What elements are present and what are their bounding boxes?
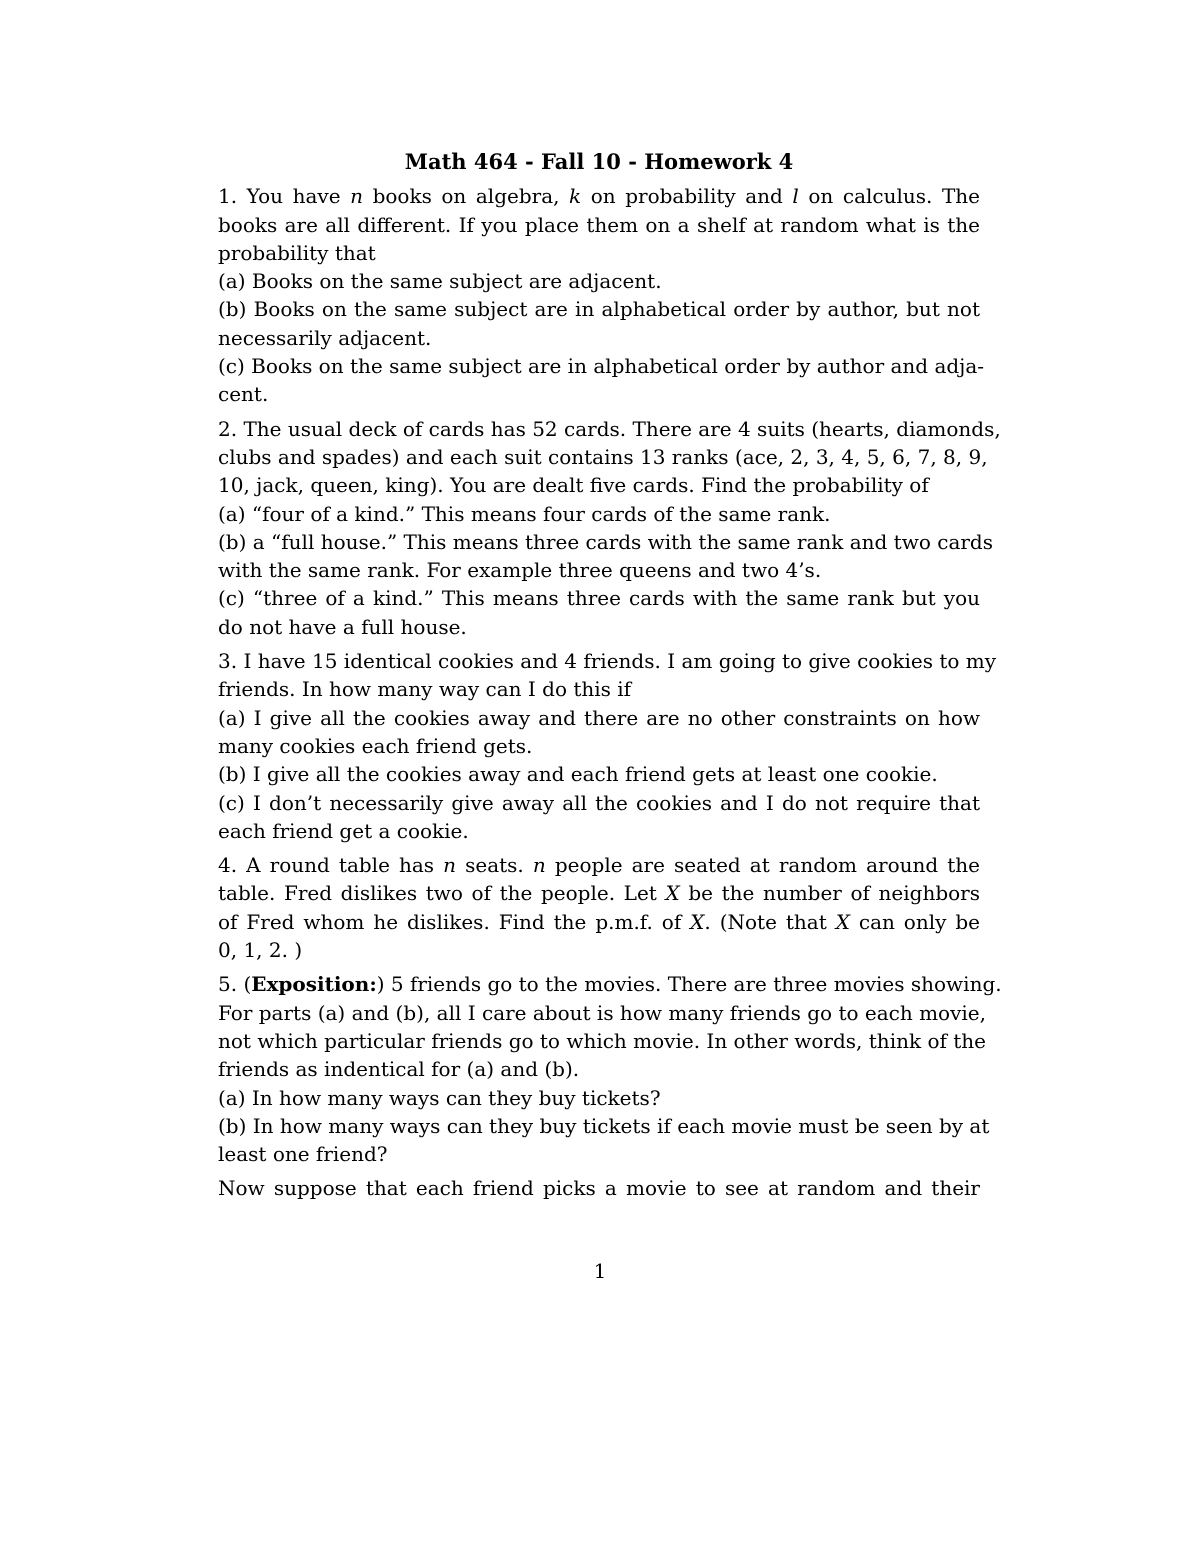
problem-5-line-1: 5. (Exposition:) 5 friends go to the movies. There are three movies showing. bbox=[218, 972, 1002, 997]
problem-2-part-c-line-1: (c) “three of a kind.” This means three cards with the same rank but you bbox=[218, 586, 980, 611]
problem-1-part-c-line-2: cent. bbox=[218, 382, 269, 407]
problem-4 bbox=[218, 851, 980, 964]
problem-4-line-4: 0, 1, 2. ) bbox=[218, 938, 303, 963]
problem-3-part-a-line-1: (a) I give all the cookies away and there are no other constraints on how bbox=[218, 705, 980, 730]
problem-4-line-3: of Fred whom he dislikes. Find the p.m.f. of X. (Note that X can only be bbox=[218, 909, 980, 934]
problem-1-line-3: probability that bbox=[218, 240, 376, 265]
problem-2-part-b-line-1: (b) a “full house.” This means three cards with the same rank and two cards bbox=[218, 529, 993, 554]
page-number: 1 bbox=[593, 1259, 607, 1283]
problem-3-part-a-line-2: many cookies each friend gets. bbox=[218, 733, 533, 758]
problem-1-line-1: 1. You have n books on algebra, k on probability and l on calculus. The bbox=[218, 184, 980, 209]
problem-1-part-c-line-1: (c) Books on the same subject are in alphabetical order by author and adja- bbox=[218, 354, 985, 379]
problem-2-part-c-line-2: do not have a full house. bbox=[218, 614, 467, 639]
problem-1 bbox=[218, 182, 985, 408]
problem-2 bbox=[218, 415, 1001, 641]
problem-5-part-b-line-2: least one friend? bbox=[218, 1142, 388, 1167]
problem-1-part-a: (a) Books on the same subject are adjacent. bbox=[218, 269, 662, 294]
problem-3-part-c-line-2: each friend get a cookie. bbox=[218, 818, 469, 843]
problem-3-part-b: (b) I give all the cookies away and each friend gets at least one cookie. bbox=[218, 762, 938, 787]
problem-5 bbox=[218, 970, 1002, 1168]
problem-2-part-b-line-2: with the same rank. For example three queens and two 4’s. bbox=[218, 558, 822, 583]
problem-3 bbox=[218, 647, 997, 845]
problem-2-line-1: 2. The usual deck of cards has 52 cards. There are 4 suits (hearts, diamonds, bbox=[218, 416, 1001, 441]
problem-1-part-b-line-1: (b) Books on the same subject are in alphabetical order by author, but not bbox=[218, 297, 980, 322]
continuation-paragraph bbox=[218, 1174, 980, 1202]
problem-5-line-2: For parts (a) and (b), all I care about is how many friends go to each movie, bbox=[218, 1000, 986, 1025]
problem-3-line-2: friends. In how many way can I do this if bbox=[218, 677, 632, 702]
problem-4-line-2: table. Fred dislikes two of the people. Let X be the number of neighbors bbox=[218, 881, 981, 906]
problem-3-part-c-line-1: (c) I don’t necessarily give away all the cookies and I do not require that bbox=[218, 790, 980, 815]
problem-1-line-2: books are all different. If you place them on a shelf at random what is the bbox=[218, 212, 980, 237]
problem-5-line-3: not which particular friends go to which movie. In other words, think of the bbox=[218, 1028, 986, 1053]
problem-1-part-b-line-2: necessarily adjacent. bbox=[218, 325, 432, 350]
problem-2-line-2: clubs and spades) and each suit contains 13 ranks (ace, 2, 3, 4, 5, 6, 7, 8, 9, bbox=[218, 444, 988, 469]
problem-2-line-3: 10, jack, queen, king). You are dealt five cards. Find the probability of bbox=[218, 473, 929, 498]
problem-5-part-a: (a) In how many ways can they buy tickets? bbox=[218, 1085, 661, 1110]
page-title: Math 464 - Fall 10 - Homework 4 bbox=[404, 149, 794, 174]
problem-5-line-4: friends as indentical for (a) and (b). bbox=[218, 1057, 580, 1082]
problem-4-line-1: 4. A round table has n seats. n people are seated at random around the bbox=[218, 853, 981, 878]
problem-5-part-b-line-1: (b) In how many ways can they buy tickets if each movie must be seen by at bbox=[218, 1113, 990, 1138]
problem-2-part-a: (a) “four of a kind.” This means four cards of the same rank. bbox=[218, 501, 831, 526]
problem-3-line-1: 3. I have 15 identical cookies and 4 friends. I am going to give cookies to my bbox=[218, 649, 997, 674]
homework-page bbox=[218, 148, 1002, 1209]
continuation-line-1: Now suppose that each friend picks a movie to see at random and their bbox=[218, 1176, 980, 1201]
